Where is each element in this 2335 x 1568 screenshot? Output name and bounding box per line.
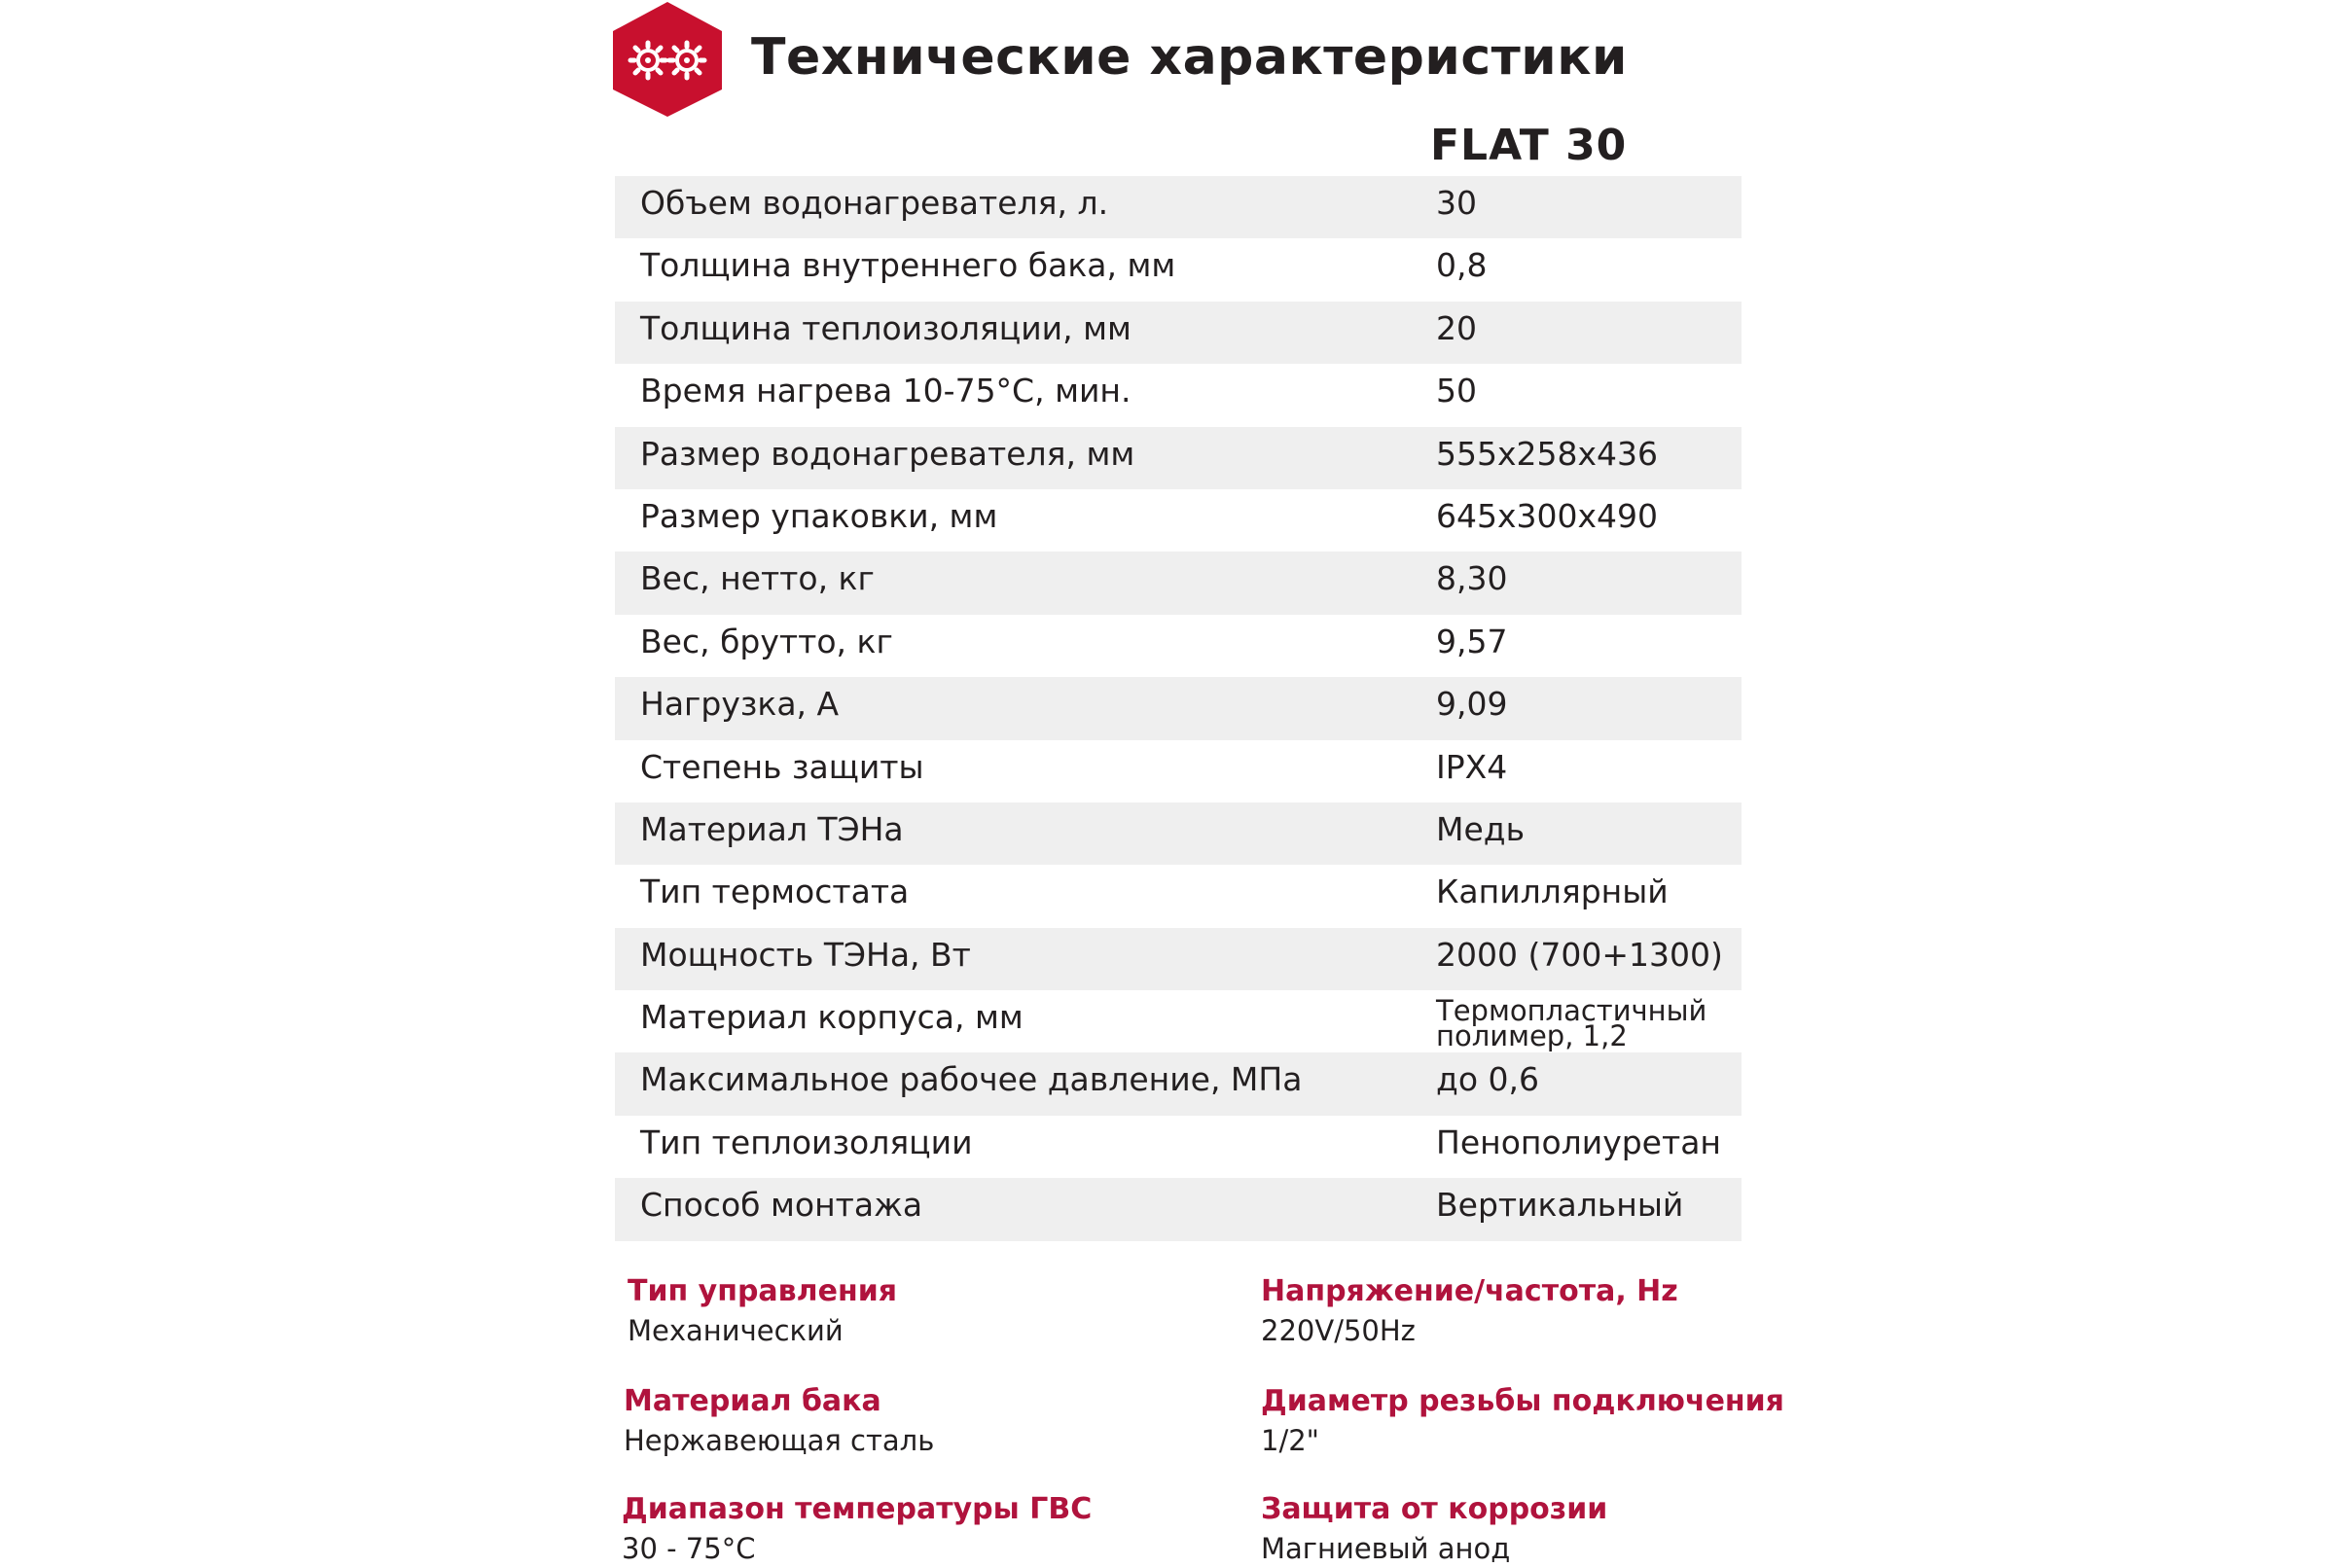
spec-value: 30 <box>1436 184 1477 222</box>
info-value: Механический <box>628 1314 844 1347</box>
info-voltage <box>1261 1272 1678 1350</box>
spec-label: Мощность ТЭНа, Вт <box>640 935 971 974</box>
table-row <box>615 1178 1742 1240</box>
info-value: Магниевый анод <box>1261 1532 1511 1565</box>
info-title: Диаметр резьбы подключения <box>1261 1384 1784 1418</box>
spec-label: Максимальное рабочее давление, МПа <box>640 1060 1303 1099</box>
page-title: Технические характеристики <box>751 28 1628 87</box>
spec-label: Вес, нетто, кг <box>640 559 875 598</box>
spec-value: 9,57 <box>1436 622 1508 660</box>
info-value: Нержавеющая сталь <box>624 1424 935 1457</box>
spec-value: IPX4 <box>1436 747 1508 786</box>
table-row <box>615 802 1742 865</box>
spec-value: 555x258x436 <box>1436 434 1659 473</box>
spec-value: 645x300x490 <box>1436 496 1659 535</box>
table-row <box>615 427 1742 489</box>
table-row <box>615 302 1742 364</box>
spec-label: Размер упаковки, мм <box>640 496 998 535</box>
info-control-type <box>628 1272 897 1350</box>
spec-label: Нагрузка, А <box>640 685 840 724</box>
spec-label: Степень защиты <box>640 747 924 786</box>
model-name: FLAT 30 <box>1430 121 1628 170</box>
table-row <box>615 1052 1742 1115</box>
spec-value: 8,30 <box>1436 559 1508 598</box>
table-row <box>615 552 1742 614</box>
table-row <box>615 364 1742 426</box>
info-title: Материал бака <box>624 1384 881 1418</box>
table-row <box>615 615 1742 677</box>
info-thread-diameter <box>1261 1382 1784 1460</box>
info-temp-range <box>622 1490 1092 1568</box>
table-row <box>615 238 1742 301</box>
spec-label: Объем водонагревателя, л. <box>640 184 1109 222</box>
info-corrosion <box>1261 1490 1607 1568</box>
info-value: 220V/50Hz <box>1261 1314 1416 1347</box>
spec-value: Капиллярный <box>1436 873 1669 911</box>
table-row <box>615 740 1742 802</box>
table-row <box>615 677 1742 739</box>
spec-label: Материал корпуса, мм <box>640 998 1024 1037</box>
spec-label: Вес, брутто, кг <box>640 622 893 660</box>
info-title: Защита от коррозии <box>1261 1492 1608 1526</box>
info-value: 30 - 75°С <box>622 1532 756 1565</box>
info-title: Диапазон температуры ГВС <box>622 1492 1093 1526</box>
spec-label: Время нагрева 10-75°С, мин. <box>640 372 1132 410</box>
spec-value: Пенополиуретан <box>1436 1123 1721 1161</box>
table-row <box>615 990 1742 1052</box>
spec-label: Материал ТЭНа <box>640 809 904 848</box>
table-row <box>615 489 1742 552</box>
spec-value: 0,8 <box>1436 246 1488 285</box>
info-title: Тип управления <box>628 1274 897 1308</box>
table-row <box>615 928 1742 990</box>
spec-table <box>615 176 1742 1241</box>
gears-hexagon-icon <box>607 0 728 119</box>
spec-value: 9,09 <box>1436 685 1508 724</box>
spec-value: 50 <box>1436 372 1477 410</box>
spec-value: 2000 (700+1300) <box>1436 935 1723 974</box>
spec-label: Способ монтажа <box>640 1186 923 1225</box>
info-title: Напряжение/частота, Hz <box>1261 1274 1678 1308</box>
table-row <box>615 176 1742 238</box>
info-value: 1/2" <box>1261 1424 1320 1457</box>
info-tank-material <box>624 1382 934 1460</box>
spec-label: Тип теплоизоляции <box>640 1123 973 1161</box>
spec-value: до 0,6 <box>1436 1060 1539 1099</box>
spec-value: Медь <box>1436 809 1526 848</box>
spec-value: Термопластичный полимер, 1,2 <box>1436 994 1707 1053</box>
spec-value: Вертикальный <box>1436 1186 1684 1225</box>
spec-label: Толщина теплоизоляции, мм <box>640 308 1132 347</box>
spec-value: 20 <box>1436 308 1477 347</box>
spec-label: Тип термостата <box>640 873 910 911</box>
table-row <box>615 1116 1742 1178</box>
spec-label: Размер водонагревателя, мм <box>640 434 1135 473</box>
table-row <box>615 865 1742 927</box>
spec-label: Толщина внутреннего бака, мм <box>640 246 1176 285</box>
